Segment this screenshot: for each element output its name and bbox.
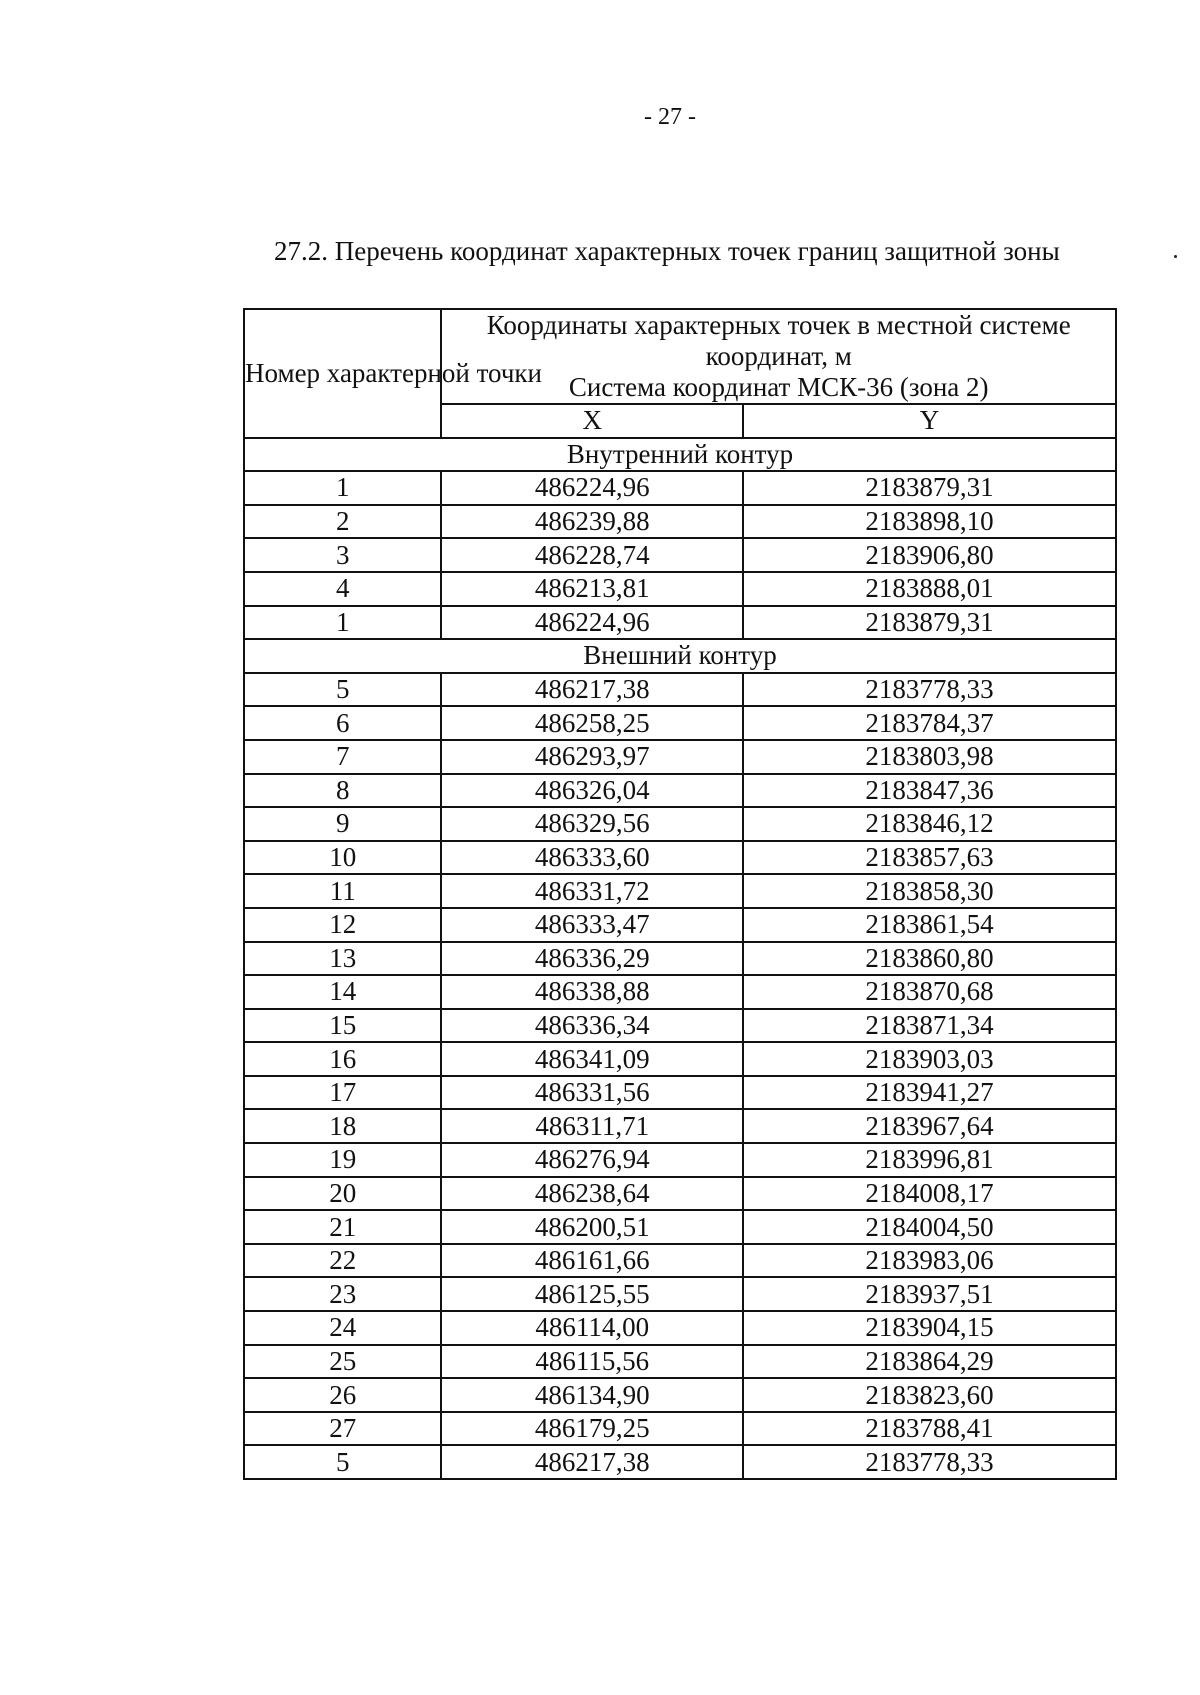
y-coordinate-cell: 2183871,34 <box>743 1009 1116 1043</box>
section-row <box>244 438 1116 472</box>
x-coordinate-cell: 486115,56 <box>441 1345 743 1379</box>
section-title: Внешний контур <box>244 639 1116 673</box>
section-title: Внутренний контур <box>244 438 1116 472</box>
x-coordinate-cell: 486331,56 <box>441 1076 743 1110</box>
x-coordinate-cell: 486134,90 <box>441 1378 743 1412</box>
point-number-cell: 1 <box>244 471 441 505</box>
table-row <box>244 673 1116 707</box>
table-row <box>244 1143 1116 1177</box>
point-number-cell: 23 <box>244 1277 441 1311</box>
y-coordinate-cell: 2183778,33 <box>743 673 1116 707</box>
table-row <box>244 841 1116 875</box>
x-coordinate-cell: 486213,81 <box>441 572 743 606</box>
y-coordinate-cell: 2183870,68 <box>743 975 1116 1009</box>
y-coordinate-cell: 2183784,37 <box>743 706 1116 740</box>
x-column-header: X <box>441 404 743 438</box>
point-number-header: Номер характерной точки <box>244 309 441 438</box>
table-row <box>244 1311 1116 1345</box>
section-row <box>244 639 1116 673</box>
x-coordinate-cell: 486217,38 <box>441 1445 743 1479</box>
point-number-cell: 10 <box>244 841 441 875</box>
x-coordinate-cell: 486258,25 <box>441 706 743 740</box>
x-coordinate-cell: 486239,88 <box>441 505 743 539</box>
point-number-cell: 13 <box>244 942 441 976</box>
y-coordinate-cell: 2183906,80 <box>743 538 1116 572</box>
table-row <box>244 1277 1116 1311</box>
table-row <box>244 1109 1116 1143</box>
table-row <box>244 1244 1116 1278</box>
point-number-cell: 14 <box>244 975 441 1009</box>
table-row <box>244 505 1116 539</box>
point-number-cell: 8 <box>244 774 441 808</box>
x-coordinate-cell: 486336,29 <box>441 942 743 976</box>
table-row <box>244 1042 1116 1076</box>
coordinates-header-line3: Система координат МСК-36 (зона 2) <box>568 372 989 402</box>
y-column-header: Y <box>743 404 1116 438</box>
table-header <box>244 309 1116 438</box>
point-number-cell: 22 <box>244 1244 441 1278</box>
x-coordinate-cell: 486333,47 <box>441 908 743 942</box>
y-coordinate-cell: 2183888,01 <box>743 572 1116 606</box>
y-coordinate-cell: 2183846,12 <box>743 807 1116 841</box>
point-number-cell: 26 <box>244 1378 441 1412</box>
x-coordinate-cell: 486114,00 <box>441 1311 743 1345</box>
point-number-cell: 12 <box>244 908 441 942</box>
point-number-cell: 19 <box>244 1143 441 1177</box>
table-row <box>244 471 1116 505</box>
point-number-cell: 3 <box>244 538 441 572</box>
x-coordinate-cell: 486161,66 <box>441 1244 743 1278</box>
table-row <box>244 1076 1116 1110</box>
y-coordinate-cell: 2183983,06 <box>743 1244 1116 1278</box>
y-coordinate-cell: 2183903,03 <box>743 1042 1116 1076</box>
scan-dot <box>1174 255 1177 258</box>
y-coordinate-cell: 2183778,33 <box>743 1445 1116 1479</box>
point-number-cell: 2 <box>244 505 441 539</box>
x-coordinate-cell: 486336,34 <box>441 1009 743 1043</box>
y-coordinate-cell: 2183937,51 <box>743 1277 1116 1311</box>
table-row <box>244 740 1116 774</box>
header-row-main <box>244 309 1116 404</box>
point-number-cell: 7 <box>244 740 441 774</box>
y-coordinate-cell: 2183864,29 <box>743 1345 1116 1379</box>
coordinates-table <box>243 308 1117 1480</box>
x-coordinate-cell: 486238,64 <box>441 1177 743 1211</box>
point-number-cell: 9 <box>244 807 441 841</box>
point-number-cell: 16 <box>244 1042 441 1076</box>
y-coordinate-cell: 2183788,41 <box>743 1412 1116 1446</box>
y-coordinate-cell: 2183847,36 <box>743 774 1116 808</box>
x-coordinate-cell: 486228,74 <box>441 538 743 572</box>
table-row <box>244 908 1116 942</box>
table-row <box>244 774 1116 808</box>
point-number-cell: 25 <box>244 1345 441 1379</box>
y-coordinate-cell: 2183857,63 <box>743 841 1116 875</box>
point-number-cell: 11 <box>244 874 441 908</box>
table-row <box>244 1210 1116 1244</box>
page-number: - 27 - <box>644 104 696 130</box>
x-coordinate-cell: 486333,60 <box>441 841 743 875</box>
point-number-cell: 1 <box>244 606 441 640</box>
x-coordinate-cell: 486224,96 <box>441 606 743 640</box>
x-coordinate-cell: 486311,71 <box>441 1109 743 1143</box>
table-row <box>244 572 1116 606</box>
point-number-cell: 5 <box>244 673 441 707</box>
table-row <box>244 942 1116 976</box>
y-coordinate-cell: 2183861,54 <box>743 908 1116 942</box>
x-coordinate-cell: 486293,97 <box>441 740 743 774</box>
coordinates-header-line1: Координаты характерных точек в местной системе <box>486 310 1071 340</box>
coordinates-header <box>441 309 1116 404</box>
y-coordinate-cell: 2183941,27 <box>743 1076 1116 1110</box>
table-row <box>244 1445 1116 1479</box>
table-row <box>244 874 1116 908</box>
x-coordinate-cell: 486331,72 <box>441 874 743 908</box>
x-coordinate-cell: 486224,96 <box>441 471 743 505</box>
point-number-cell: 4 <box>244 572 441 606</box>
y-coordinate-cell: 2183879,31 <box>743 606 1116 640</box>
table-heading: 27.2. Перечень координат характерных точек границ защитной зоны <box>274 236 1060 266</box>
y-coordinate-cell: 2183803,98 <box>743 740 1116 774</box>
y-coordinate-cell: 2184008,17 <box>743 1177 1116 1211</box>
x-coordinate-cell: 486329,56 <box>441 807 743 841</box>
x-coordinate-cell: 486276,94 <box>441 1143 743 1177</box>
table-row <box>244 1345 1116 1379</box>
y-coordinate-cell: 2183996,81 <box>743 1143 1116 1177</box>
y-coordinate-cell: 2183823,60 <box>743 1378 1116 1412</box>
table-row <box>244 1009 1116 1043</box>
table-row <box>244 1378 1116 1412</box>
point-number-cell: 5 <box>244 1445 441 1479</box>
table-row <box>244 706 1116 740</box>
point-number-cell: 27 <box>244 1412 441 1446</box>
point-number-cell: 6 <box>244 706 441 740</box>
point-number-cell: 24 <box>244 1311 441 1345</box>
table-body <box>244 438 1116 1479</box>
table-row <box>244 807 1116 841</box>
y-coordinate-cell: 2183898,10 <box>743 505 1116 539</box>
point-number-cell: 15 <box>244 1009 441 1043</box>
x-coordinate-cell: 486125,55 <box>441 1277 743 1311</box>
table-row <box>244 606 1116 640</box>
point-number-cell: 21 <box>244 1210 441 1244</box>
x-coordinate-cell: 486338,88 <box>441 975 743 1009</box>
y-coordinate-cell: 2183879,31 <box>743 471 1116 505</box>
y-coordinate-cell: 2183860,80 <box>743 942 1116 976</box>
x-coordinate-cell: 486217,38 <box>441 673 743 707</box>
table-row <box>244 1412 1116 1446</box>
y-coordinate-cell: 2183904,15 <box>743 1311 1116 1345</box>
x-coordinate-cell: 486179,25 <box>441 1412 743 1446</box>
x-coordinate-cell: 486200,51 <box>441 1210 743 1244</box>
table-row <box>244 538 1116 572</box>
point-number-cell: 17 <box>244 1076 441 1110</box>
table-row <box>244 975 1116 1009</box>
table-row <box>244 1177 1116 1211</box>
y-coordinate-cell: 2184004,50 <box>743 1210 1116 1244</box>
y-coordinate-cell: 2183967,64 <box>743 1109 1116 1143</box>
x-coordinate-cell: 486326,04 <box>441 774 743 808</box>
coordinates-header-line2: координат, м <box>705 341 852 371</box>
point-number-cell: 20 <box>244 1177 441 1211</box>
x-coordinate-cell: 486341,09 <box>441 1042 743 1076</box>
y-coordinate-cell: 2183858,30 <box>743 874 1116 908</box>
point-number-cell: 18 <box>244 1109 441 1143</box>
